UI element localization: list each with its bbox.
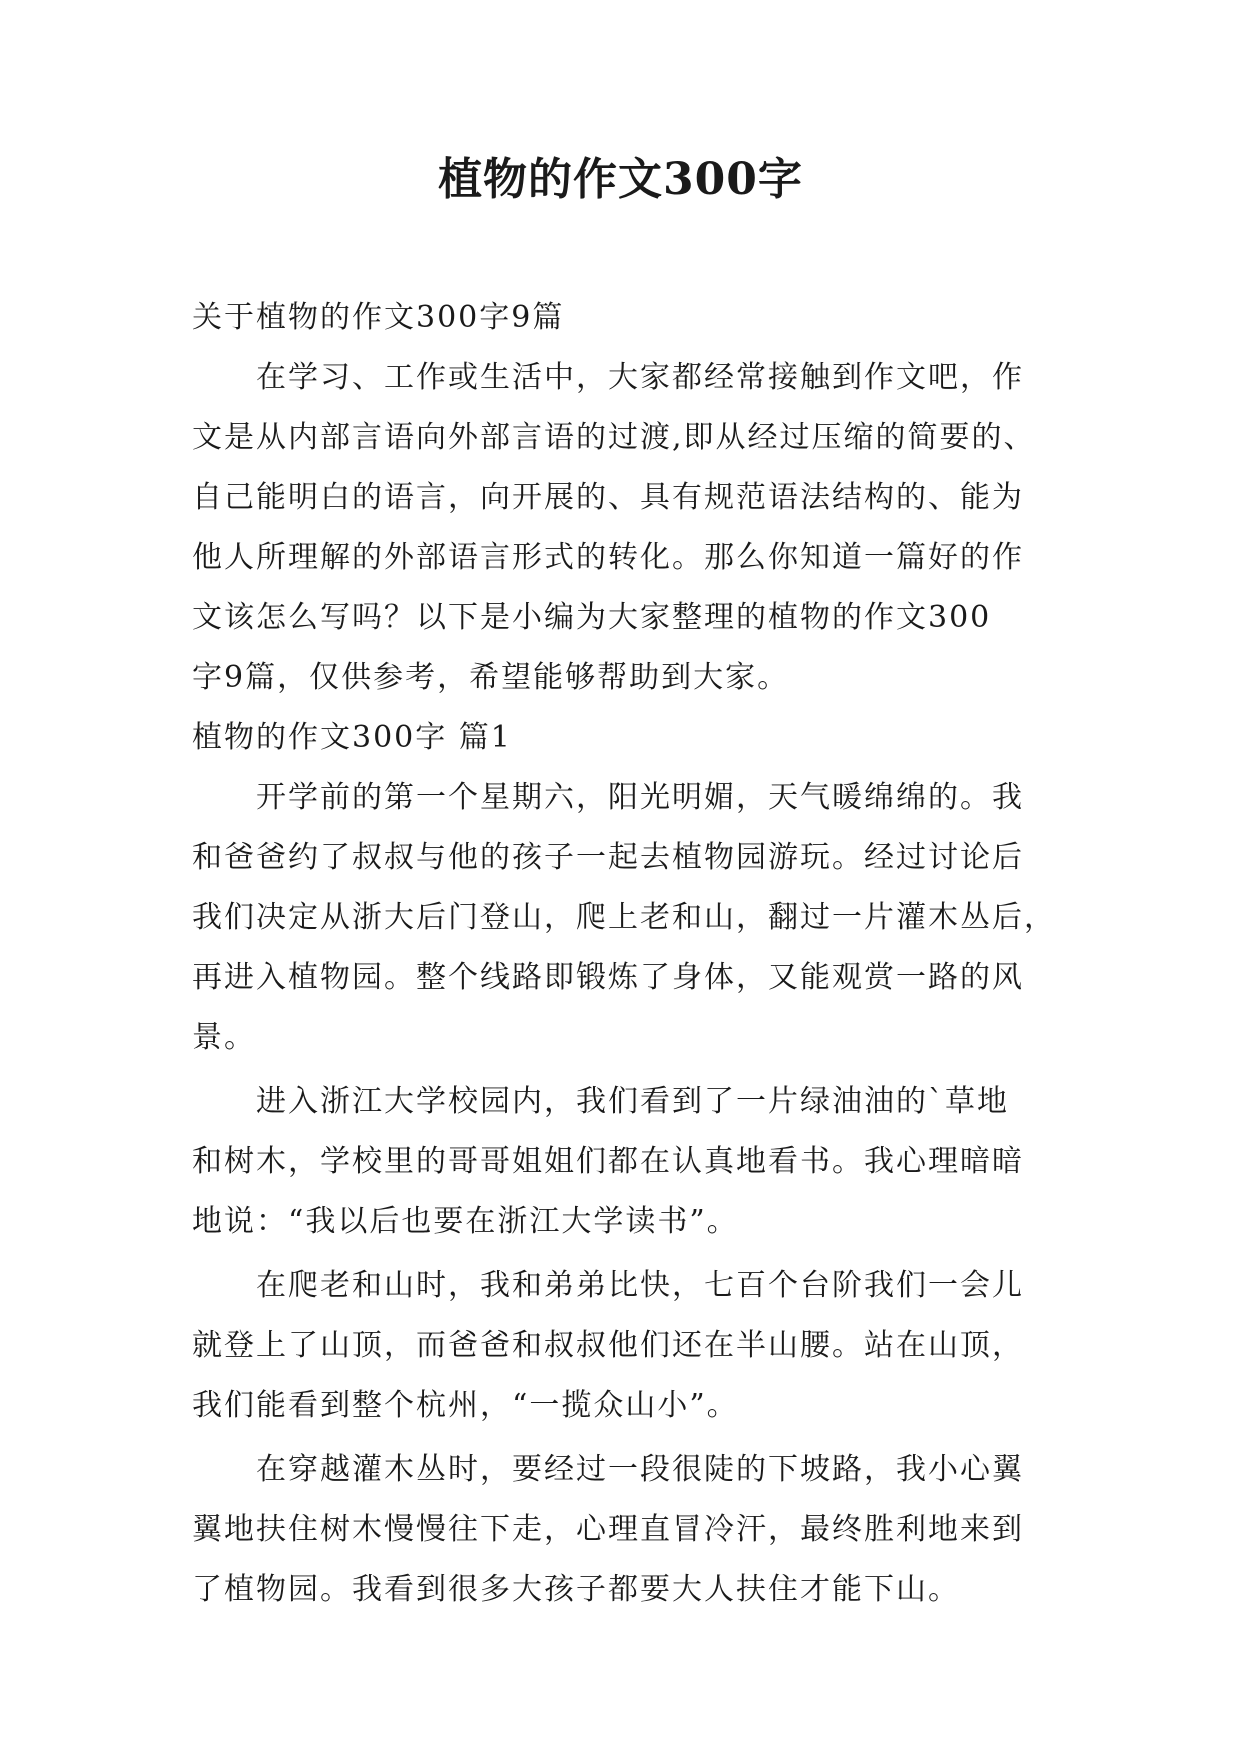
document-body bbox=[192, 288, 1056, 1620]
intro-paragraph-line: 他人所理解的外部语言形式的转化。那么你知道一篇好的作 bbox=[192, 540, 1024, 575]
paragraph-line: 了植物园。我看到很多大孩子都要大人扶住才能下山。 bbox=[192, 1572, 960, 1607]
paragraph-line: 翼地扶住树木慢慢往下走，心理直冒冷汗，最终胜利地来到 bbox=[192, 1512, 1024, 1547]
section-heading: 植物的作文300字 篇1 bbox=[192, 720, 512, 755]
paragraph-line: 地说：“我以后也要在浙江大学读书”。 bbox=[192, 1204, 739, 1239]
paragraph-line: 和爸爸约了叔叔与他的孩子一起去植物园游玩。经过讨论后 bbox=[192, 840, 1024, 875]
paragraph-line: 就登上了山顶，而爸爸和叔叔他们还在半山腰。站在山顶， bbox=[192, 1328, 1024, 1363]
intro-paragraph-line: 文是从内部言语向外部言语的过渡,即从经过压缩的简要的、 bbox=[192, 420, 1036, 455]
paragraph-line: 再进入植物园。整个线路即锻炼了身体，又能观赏一路的风 bbox=[192, 960, 1024, 995]
intro-paragraph-line: 在学习、工作或生活中，大家都经常接触到作文吧，作 bbox=[256, 360, 1024, 395]
paragraph-line: 在爬老和山时，我和弟弟比快，七百个台阶我们一会儿 bbox=[256, 1268, 1024, 1303]
intro-paragraph-line: 文该怎么写吗？以下是小编为大家整理的植物的作文300 bbox=[192, 600, 992, 635]
paragraph-line: 开学前的第一个星期六，阳光明媚，天气暖绵绵的。我 bbox=[256, 780, 1024, 815]
paragraph-line: 我们能看到整个杭州，“一揽众山小”。 bbox=[192, 1388, 739, 1423]
paragraph-line: 景。 bbox=[192, 1020, 256, 1055]
intro-heading: 关于植物的作文300字9篇 bbox=[192, 300, 565, 335]
document-title: 植物的作文300字 bbox=[438, 154, 803, 205]
intro-paragraph-line: 自己能明白的语言，向开展的、具有规范语法结构的、能为 bbox=[192, 480, 1024, 515]
intro-paragraph-line: 字9篇，仅供参考，希望能够帮助到大家。 bbox=[192, 660, 790, 695]
paragraph-line: 进入浙江大学校园内，我们看到了一片绿油油的`草地 bbox=[256, 1084, 1009, 1119]
paragraph-line: 和树木，学校里的哥哥姐姐们都在认真地看书。我心理暗暗 bbox=[192, 1144, 1024, 1179]
paragraph-line: 我们决定从浙大后门登山，爬上老和山，翻过一片灌木丛后， bbox=[192, 900, 1056, 935]
paragraph-line: 在穿越灌木丛时，要经过一段很陡的下坡路，我小心翼 bbox=[256, 1452, 1024, 1487]
